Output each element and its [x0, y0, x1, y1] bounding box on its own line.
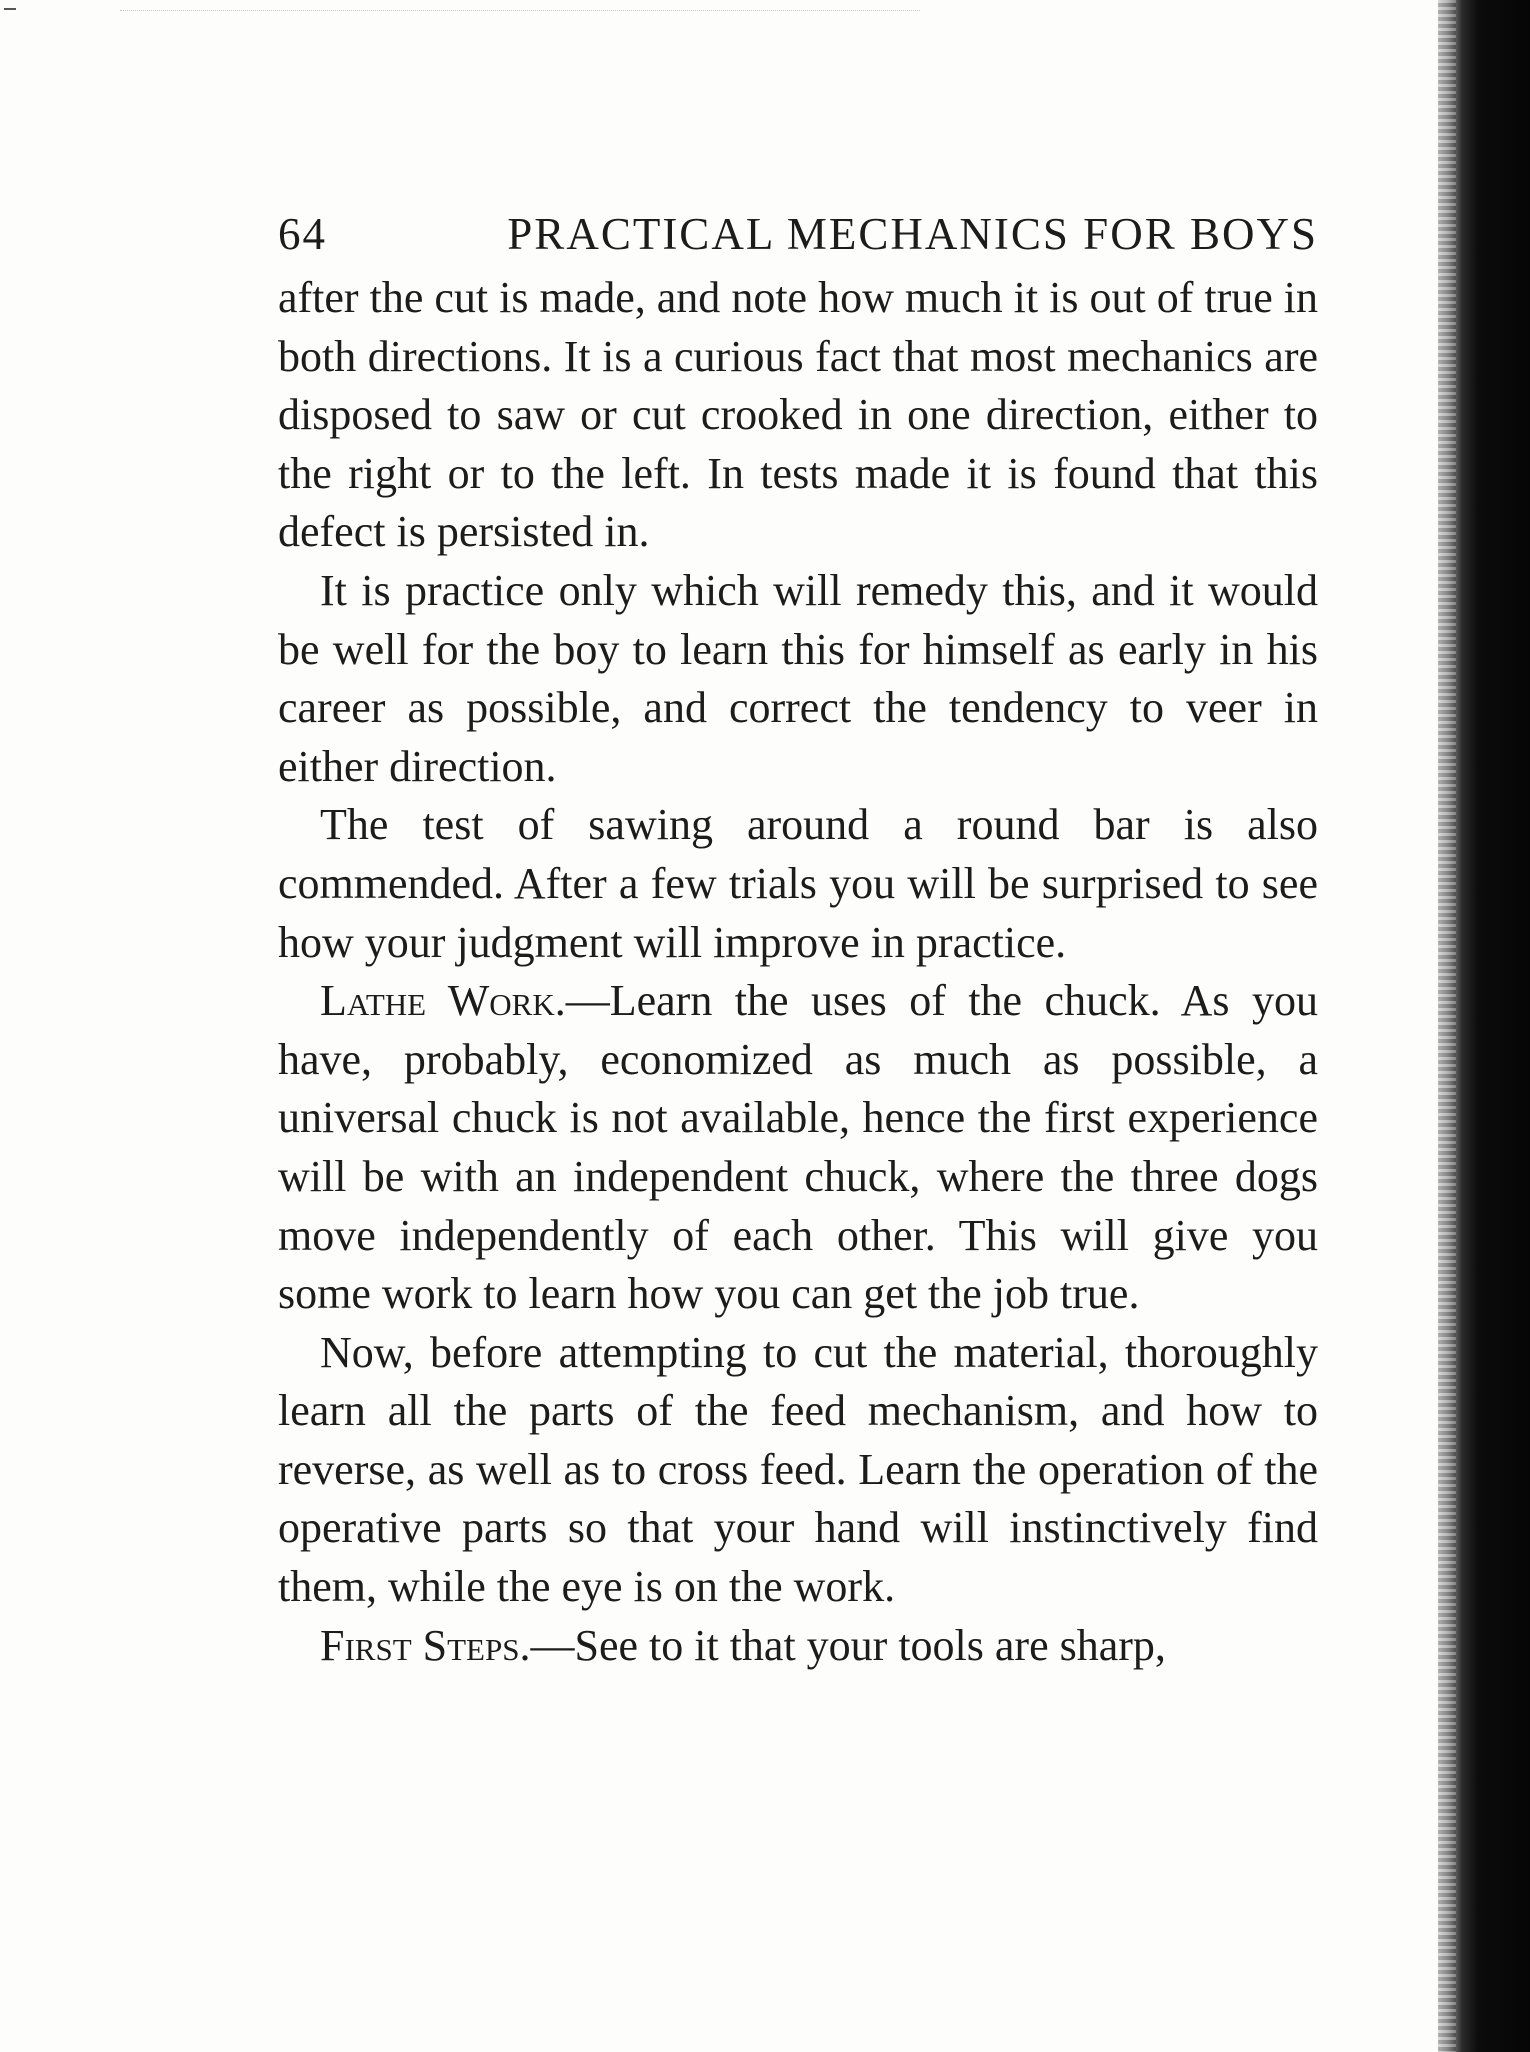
paragraph-lathe-work [278, 972, 1318, 1324]
paragraph-3-text: The test of sawing around a round bar is also commended. After a few trials you will be surprised to see how your judgment will improve in practice. [278, 800, 1318, 967]
running-title: PRACTICAL MECHANICS FOR BOYS [507, 209, 1318, 259]
running-head [278, 205, 1318, 263]
page-number: 64 [278, 209, 327, 259]
scan-top-rule [120, 10, 920, 11]
paragraph-5 [278, 1324, 1318, 1617]
first-steps-text: —See to it that your tools are sharp, [530, 1620, 1166, 1670]
paragraph-first-steps [278, 1617, 1318, 1676]
paragraph-5-text: Now, before attempting to cut the material, thoroughly learn all the parts of the feed mechanism, and how to reverse, as well as to cross feed. Learn the operation of the operative parts so that your hand will instinctively find them, while the eye is on the work. [278, 1327, 1318, 1612]
paragraph-1 [278, 269, 1318, 562]
paragraph-3 [278, 796, 1318, 972]
lathe-work-text: —Learn the uses of the chuck. As you have, probably, economized as much as possible, a universal chuck is not available, hence the first experience will be with an independent chuck, where the three dogs move independently of each other. This will give you some work to learn how you can get the job true. [278, 976, 1318, 1319]
paragraph-2-text: It is practice only which will remedy this, and it would be well for the boy to learn this for himself as early in his career as possible, and correct the tendency to veer in either direction. [278, 565, 1318, 791]
lathe-work-heading: Lathe Work. [320, 976, 566, 1026]
scan-corner-mark [4, 8, 16, 10]
paragraph-2 [278, 562, 1318, 796]
paragraph-1-text: after the cut is made, and note how much it is out of true in both directions. It is a curious fact that most mechanics are disposed to saw or cut crooked in one direction, either to the right or to the left. In tests made it is found that this defect is persisted in. [278, 273, 1318, 557]
first-steps-heading: First Steps. [320, 1620, 531, 1670]
binding-edge [1438, 0, 1530, 2052]
text-block [278, 205, 1318, 1675]
